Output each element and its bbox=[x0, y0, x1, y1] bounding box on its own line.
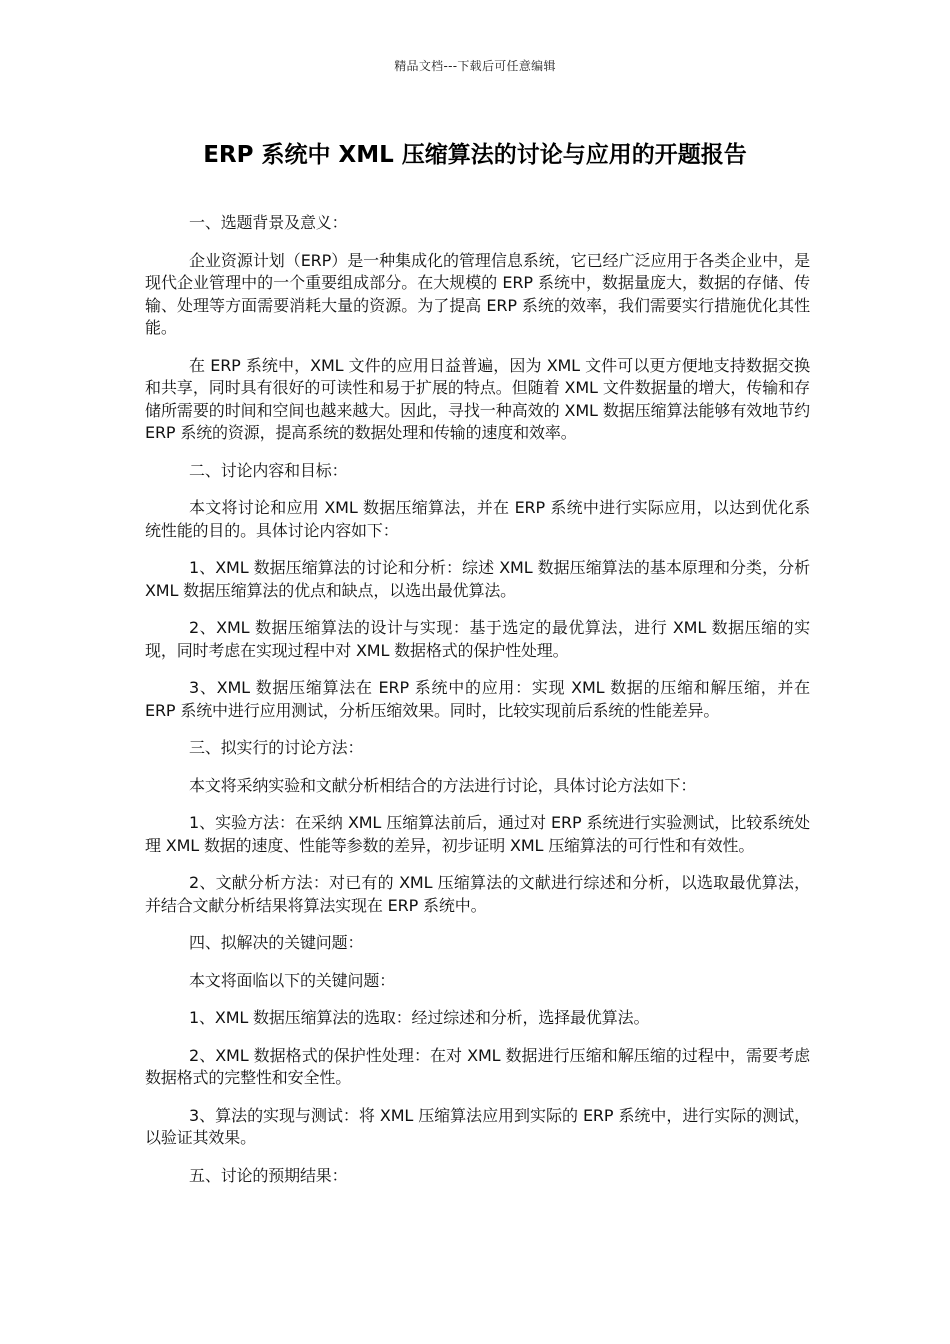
paragraph: 本文将讨论和应用 XML 数据压缩算法，并在 ERP 系统中进行实际应用，以达到优化系统性能的目的。具体讨论内容如下： bbox=[145, 498, 810, 540]
section-heading-background: 一、选题背景及意义： bbox=[189, 213, 348, 232]
list-item: 1、XML 数据压缩算法的选取：经过综述和分析，选择最优算法。 bbox=[189, 1008, 650, 1027]
list-item: 3、算法的实现与测试：将 XML 压缩算法应用到实际的 ERP 系统中，进行实际的测试，以验证其效果。 bbox=[145, 1105, 810, 1147]
section-heading-content: 二、讨论内容和目标： bbox=[189, 460, 348, 480]
paragraph: 本文将采纳实验和文献分析相结合的方法进行讨论，具体讨论方法如下： bbox=[189, 775, 697, 795]
list-item: 1、实验方法：在采纳 XML 压缩算法前后，通过对 ERP 系统进行实验测试，比较系统处理 XML 数据的速度、性能等参数的差异，初步证明 XML 压缩算法的可行性和有效性。 bbox=[145, 813, 810, 855]
section-heading-expected-results: 五、讨论的预期结果： bbox=[189, 1165, 348, 1185]
section-heading-method: 三、拟实行的讨论方法： bbox=[189, 738, 364, 757]
list-item: 2、XML 数据格式的保护性处理：在对 XML 数据进行压缩和解压缩的过程中，需要考虑数据格式的完整性和安全性。 bbox=[145, 1045, 810, 1087]
paragraph: 在 ERP 系统中，XML 文件的应用日益普遍，因为 XML 文件可以更方便地支持数据交换和共享，同时具有很好的可读性和易于扩展的特点。但随着 XML 文件数据量的增大，传输和存储所需要的时间和空间也越来越大。因此，寻找一种高效的 XML 数据压缩算法能够有效地节约 ERP 系统的资源，提高系统的数据处理和传输的速度和效率。 bbox=[145, 355, 810, 442]
paragraph: 本文将面临以下的关键问题： bbox=[189, 970, 396, 990]
list-item: 1、XML 数据压缩算法的讨论和分析：综述 XML 数据压缩算法的基本原理和分类，分析 XML 数据压缩算法的优点和缺点，以选出最优算法。 bbox=[145, 558, 810, 600]
list-item: 2、XML 数据压缩算法的设计与实现：基于选定的最优算法，进行 XML 数据压缩的实现，同时考虑在实现过程中对 XML 数据格式的保护性处理。 bbox=[145, 618, 810, 660]
section-heading-key-issues: 四、拟解决的关键问题： bbox=[189, 933, 364, 952]
header-note: 精品文档---下载后可任意编辑 bbox=[394, 59, 556, 73]
paragraph: 企业资源计划（ERP）是一种集成化的管理信息系统，它已经广泛应用于各类企业中，是现代企业管理中的一个重要组成部分。在大规模的 ERP 系统中，数据量庞大，数据的存储、传输、处理等方面需要消耗大量的资源。为了提高 ERP 系统的效率，我们需要实行措施优化其性能。 bbox=[145, 250, 810, 337]
document-title: ERP 系统中 XML 压缩算法的讨论与应用的开题报告 bbox=[203, 142, 747, 168]
list-item: 2、文献分析方法：对已有的 XML 压缩算法的文献进行综述和分析，以选取最优算法，并结合文献分析结果将算法实现在 ERP 系统中。 bbox=[145, 873, 810, 915]
document-body bbox=[145, 212, 810, 1202]
list-item: 3、XML 数据压缩算法在 ERP 系统中的应用：实现 XML 数据的压缩和解压缩，并在 ERP 系统中进行应用测试，分析压缩效果。同时，比较实现前后系统的性能差异。 bbox=[145, 678, 810, 720]
